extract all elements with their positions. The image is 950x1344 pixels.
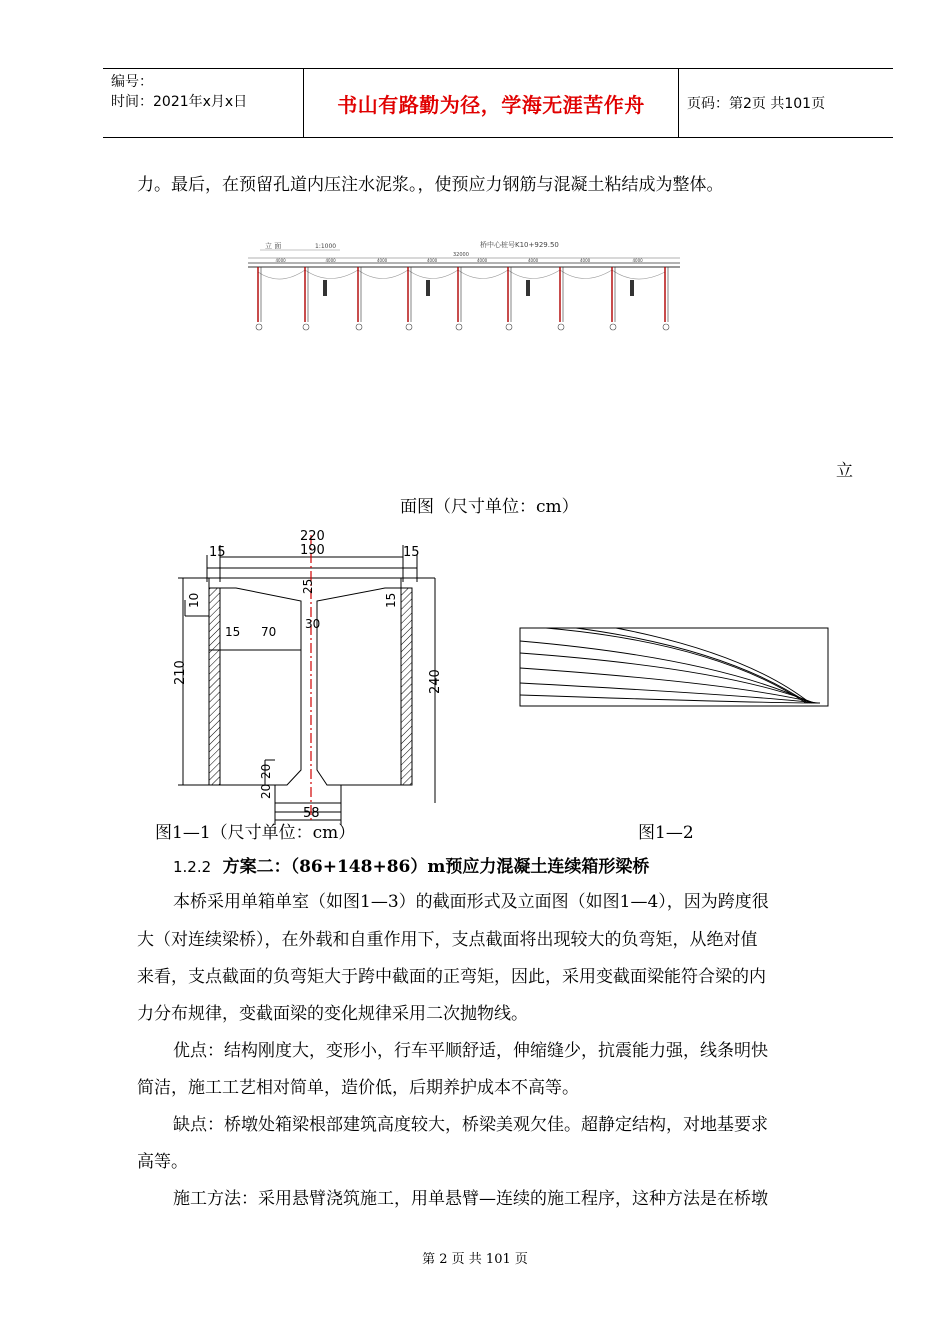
span-label: 4000 (580, 258, 591, 263)
figure-1-2-caption: 图1—2 (638, 823, 694, 843)
elevation-title-block (260, 240, 559, 258)
dim-25: 25 (301, 578, 315, 594)
pier (663, 267, 669, 330)
dim-220: 220 (300, 529, 325, 544)
motto-text: 书山有路勤为径，学海无涯苦作舟 (337, 92, 645, 117)
span-label: 4000 (528, 258, 539, 263)
pier (256, 267, 262, 330)
header-left-cell (103, 69, 303, 137)
dim-15-left: 15 (209, 545, 226, 560)
left-web-hatch (209, 588, 220, 785)
elevation-station: 桥中心桩号K10+929.50 (480, 241, 559, 249)
pier (610, 267, 634, 330)
elevation-title: 立 面 (265, 242, 282, 250)
para1-line4: 力分布规律，变截面梁的变化规律采用二次抛物线。 (137, 1004, 528, 1024)
figure-1-1-caption: 图1—1（尺寸单位：cm） (155, 823, 356, 843)
time-label: 时间：2021年x月x日 (111, 94, 248, 110)
pier (303, 267, 327, 330)
dim-58: 58 (303, 806, 320, 821)
span-label: 4000 (427, 258, 438, 263)
dim-70: 70 (261, 625, 277, 639)
dim-240: 240 (428, 669, 443, 694)
number-label: 编号： (111, 74, 153, 90)
section-heading (173, 852, 649, 877)
para1-line1: 本桥采用单箱单室（如图1—3）的截面形式及立面图（如图1—4），因为跨度很 (173, 892, 769, 912)
dim-15-inner: 15 (225, 625, 241, 639)
span-label: 4000 (477, 258, 488, 263)
elevation-scale: 1:1000 (315, 243, 337, 250)
elevation-total-length: 32000 (453, 252, 469, 258)
dim-15-right: 15 (403, 545, 420, 560)
elevation-drawing (240, 232, 690, 342)
page-info: 页码：第2页 共101页 (687, 96, 826, 112)
intro-line: 力。最后，在预留孔道内压注水泥浆。，使预应力钢筋与混凝土粘结成为整体。 (137, 175, 724, 195)
pier (456, 267, 462, 330)
para4-line1: 施工方法：采用悬臂浇筑施工，用单悬臂—连续的施工程序，这种方法是在桥墩 (173, 1189, 768, 1209)
para1-line3: 来看，支点截面的负弯矩大于跨中截面的正弯矩，因此，采用变截面梁能符合梁的内 (137, 967, 766, 987)
pier (406, 267, 430, 330)
para2-line1: 优点：结构刚度大，变形小，行车平顺舒适，伸缩缝少，抗震能力强，线条明快 (173, 1041, 768, 1061)
dim-20-upper: 20 (259, 763, 273, 779)
page-header (103, 68, 893, 138)
para3-line2: 高等。 (137, 1152, 188, 1172)
elevation-caption-part1: 立 (836, 461, 853, 481)
section-number: 1.2.2 (173, 858, 212, 876)
span-label: 4000 (275, 258, 286, 263)
dim-20-lower: 20 (259, 783, 273, 799)
pier (558, 267, 564, 330)
dim-10: 10 (187, 592, 201, 608)
dim-15-haunch: 15 (384, 592, 398, 608)
header-page-cell (679, 69, 901, 137)
pier (356, 267, 362, 330)
span-labels (276, 258, 644, 263)
para1-line2: 大（对连续梁桥），在外载和自重作用下，支点截面将出现较大的负弯矩，从绝对值 (137, 930, 758, 950)
right-web-hatch (401, 588, 412, 785)
pier (506, 267, 530, 330)
header-motto-cell (303, 69, 679, 137)
span-label: 4000 (325, 258, 336, 263)
para3-line1: 缺点：桥墩处箱梁根部建筑高度较大，桥梁美观欠佳。超静定结构，对地基要求 (173, 1115, 768, 1135)
span-label: 4000 (377, 258, 388, 263)
dim-210: 210 (173, 660, 188, 685)
deck-lines (248, 258, 680, 267)
page-footer: 第 2 页 共 101 页 (422, 1252, 528, 1267)
figure-1-2-drawing (516, 623, 836, 713)
dim-190: 190 (300, 543, 325, 558)
span-label: 4000 (632, 258, 643, 263)
section-title: 方案二：（86+148+86）m预应力混凝土连续箱形梁桥 (222, 857, 650, 877)
elevation-caption-part2: 面图（尺寸单位：cm） (400, 497, 579, 517)
para2-line2: 简洁，施工工艺相对简单，造价低，后期养护成本不高等。 (137, 1078, 579, 1098)
ground-line (258, 270, 665, 279)
cross-section-drawing (165, 520, 450, 825)
dim-30: 30 (305, 617, 321, 631)
